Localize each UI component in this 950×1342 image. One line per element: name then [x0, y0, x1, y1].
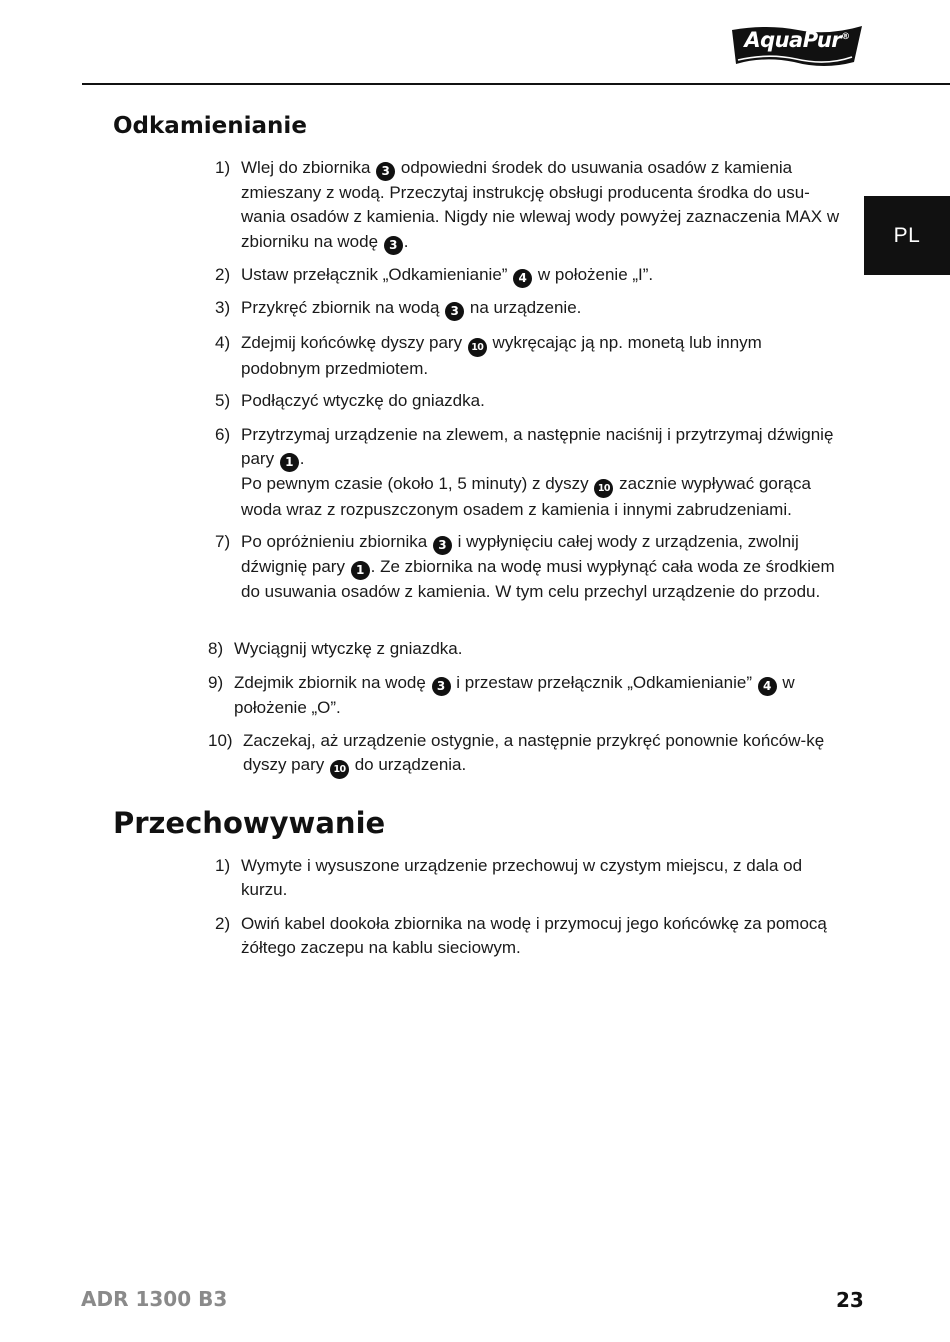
step-number: 2): [215, 265, 231, 284]
step-number: 4): [215, 333, 231, 352]
descaling-step-5: [215, 389, 841, 413]
step-text: Przytrzymaj urządzenie na zlewem, a następnie naciśnij i przytrzymaj dźwignię pary 1 . Po pewnym czasie (około 1, 5 minuty) z dyszy 10 zacznie wypływać gorąca woda wraz z rozpuszczonym osadem z kamienia i innymi zabrudzeniami.: [241, 425, 834, 520]
descaling-step-7: [215, 530, 841, 604]
step-number: 8): [208, 639, 224, 658]
part-number-badge: 3: [376, 162, 395, 181]
descaling-step-1: [215, 156, 841, 255]
step-text: Wymyte i wysuszone urządzenie przechowuj w czystym miejscu, z dala od kurzu.: [241, 856, 803, 900]
descaling-step-4: [215, 331, 841, 381]
step-number: 5): [215, 391, 231, 410]
step-number: 10): [208, 731, 233, 750]
section-title-descaling: Odkamienianie: [113, 113, 307, 139]
section-title-storage: Przechowywanie: [113, 806, 386, 840]
step-text: Zdejmij końcówkę dyszy pary 10 wykręcając ją np. monetą lub innym podobnym przedmiotem.: [241, 333, 762, 378]
descaling-step-10: [208, 729, 833, 779]
page-number: 23: [836, 1288, 864, 1312]
part-number-badge: 10: [594, 479, 613, 498]
step-text: Ustaw przełącznik „Odkamienianie” 4 w położenie „I”.: [241, 263, 841, 288]
part-number-badge: 3: [384, 236, 403, 255]
step-text: Po opróżnieniu zbiornika 3 i wypłynięciu całej wody z urządzenia, zwolnij dźwignię pary 1 . Ze zbiornika na wodę musi wypłynąć cała woda ze środkiem do usuwania osadów z kamienia. W tym celu przechyl urządzenie do przodu.: [241, 532, 835, 601]
descaling-step-6: [215, 423, 841, 523]
part-number-badge: 3: [445, 302, 464, 321]
step-text: Przykręć zbiornik na wodą 3 na urządzenie.: [241, 296, 841, 321]
part-number-badge: 3: [432, 677, 451, 696]
part-number-badge: 3: [433, 536, 452, 555]
storage-step-1: [215, 854, 841, 903]
step-number: 7): [215, 532, 231, 551]
step-number: 6): [215, 425, 231, 444]
step-text: Podłączyć wtyczkę do gniazdka.: [241, 391, 485, 410]
language-tab: PL: [864, 196, 950, 275]
step-number: 2): [215, 914, 231, 933]
step-number: 1): [215, 856, 231, 875]
descaling-step-3: [215, 296, 841, 321]
footer-model: ADR 1300 B3: [81, 1287, 228, 1311]
step-number: 1): [215, 158, 231, 177]
storage-step-2: [215, 912, 841, 961]
header-rule: [82, 83, 950, 85]
descaling-step-8: [208, 637, 834, 661]
part-number-badge: 10: [330, 760, 349, 779]
step-text: Wyciągnij wtyczkę z gniazdka.: [234, 639, 463, 658]
part-number-badge: 10: [468, 338, 487, 357]
descaling-step-9: [208, 671, 834, 720]
logo-text: AquaPur®: [744, 28, 850, 52]
step-text: Wlej do zbiornika 3 odpowiedni środek do usuwania osadów z kamienia zmieszany z wodą. Przeczytaj instrukcję obsługi producenta środka do usu-wania osadów z kamienia. Nigdy nie wlewaj wody powyżej zaznaczenia MAX w zbiorniku na wodę 3 .: [241, 156, 841, 255]
part-number-badge: 4: [758, 677, 777, 696]
part-number-badge: 1: [351, 561, 370, 580]
step-text: Owiń kabel dookoła zbiornika na wodę i przymocuj jego końcówkę za pomocą żółtego zaczepu na kablu sieciowym.: [241, 914, 827, 958]
step-text: Zaczekaj, aż urządzenie ostygnie, a następnie przykręć ponownie końców-kę dyszy pary 10 do urządzenia.: [243, 729, 833, 779]
descaling-step-2: [215, 263, 841, 288]
part-number-badge: 4: [513, 269, 532, 288]
step-number: 3): [215, 298, 231, 317]
part-number-badge: 1: [280, 453, 299, 472]
step-text: Zdejmik zbiornik na wodę 3 i przestaw przełącznik „Odkamienianie” 4 w położenie „O”.: [234, 673, 795, 717]
step-number: 9): [208, 673, 224, 692]
